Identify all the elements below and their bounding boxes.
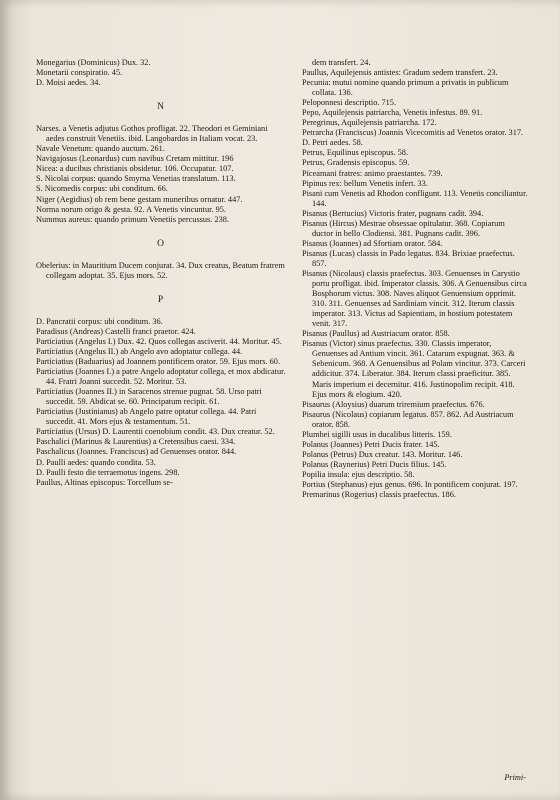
section-letter: O [157, 238, 165, 249]
index-entry: D. Moisi aedes. 34. [36, 78, 101, 88]
index-entry: Nicea: a ducibus christianis obsidetur. 106. Occupatur. 107. [36, 164, 234, 174]
index-entry: Navigajosus (Leonardus) cum navibus Cretam mittitur. 196 [36, 154, 234, 164]
index-entry: Narses. a Venetis adjutus Gothos profligat. 22. Theodori et Geminiani aedes construit Venetiis. ibid. Langobardos in Italiam vocat. 23. [36, 124, 268, 144]
index-entry: Pisani cum Venetis ad Rhodon confligunt. 113. Venetis conciliantur. 144. [302, 188, 528, 208]
index-entry: Peregrinus, Aquilejensis patriarcha. 172. [302, 118, 437, 128]
index-entry: Pisaurus (Aloysius) duarum triremium praefectus. 676. [302, 399, 485, 409]
index-entry: Polanus (Joannes) Petri Ducis frater. 145. [302, 439, 440, 449]
index-entry: Pisanus (Hircus) Mestrae obsessae opitulatur. 368. Copiarum ductor in bello Clodiensi. 381. Pugnans cadit. 396. [302, 218, 505, 238]
index-entry: Pisanus (Paullus) ad Austriacum orator. 858. [302, 329, 450, 339]
index-entry: Particiatius (Baduarius) ad Joannem pontificem orator. 59. Ejus mors. 60. [36, 357, 281, 367]
index-entry: Pisaurus (Nicolaus) copiarum legatus. 857. 862. Ad Austriacum orator. 858. [302, 409, 514, 429]
index-entry: Particiatius (Joannes II.) in Saracenos strenue pugnat. 58. Urso patri succedit. 59. Abdicat se. 60. Principatum recipit. 61. [36, 387, 262, 407]
index-entry: Plumbei sigilli usus in ducalibus litteris. 159. [302, 429, 452, 439]
catchword: Primi- [504, 773, 526, 782]
index-entry: Peloponnesi descriptio. 715. [302, 98, 397, 108]
index-entry: Norma norum origo & gesta. 92. A Venetis vincuntur. 95. [36, 204, 226, 214]
index-entry: Petrarcha (Franciscus) Joannis Vicecomitis ad Venetos orator. 317. [302, 128, 524, 138]
index-entry: Particiatius (Angelus II.) ab Angelo avo adoptatur collega. 44. [36, 346, 243, 356]
index-entry: Pisanus (Victor) sinus praefectus. 330. Classis imperator, Genuenses ad Antium vincit. 361. Catarum expugnat. 363. & Sebenicum. 368. A Genuensibus ad Polam vincitur. 373. Carceri addicitur. 374. Liberatur. 384. Iterum classi praeficitur. 385. Maris imperium ei decernitur. 416. Justinopolim recipit. 418. Ejus mors & elogium. 420. [302, 339, 526, 399]
index-entry: dem transfert. 24. [312, 58, 371, 67]
section-letter: P [157, 294, 165, 305]
index-entry: Portius (Stephanus) ejus genus. 696. In pontificem conjurat. 197. [302, 479, 518, 489]
index-entry: Pisanus (Bertucius) Victoris frater, pugnans cadit. 394. [302, 208, 484, 218]
index-entry: Pepo, Aquilejensis patriarcha, Venetis infestus. 89. 91. [302, 108, 483, 118]
index-entry: Particiatius (Justinianus) ab Angelo patre optatur collega. 44. Patri succedit. 41. Mors ejus & testamentum. 51. [36, 407, 257, 427]
index-entry: D. Paulli festo die terraemotus ingens. 298. [36, 467, 180, 477]
left-index-column [36, 58, 286, 488]
index-entry: Pipinus rex: bellum Venetis infert. 33. [302, 178, 428, 188]
index-entry: Pisanus (Nicolaus) classis praefectus. 303. Genuenses in Carystio portu profligat. ibid. Imperator classis. 306. A Genuensibus circa Bosphorum victus. 308. Naves aliquot Genuensium opprimit. 310. 311. Genuenses ad Sardiniam vincit. 312. Iterum classis imperator. 313. Victus ad Sapientiam, in hostium potestatem venit. 317. [302, 268, 527, 329]
index-entry: Paullus, Altinas episcopus: Torcellum se- [36, 477, 173, 487]
index-entry: Pisanus (Joannes) ad Sfortiam orator. 584. [302, 238, 443, 248]
index-entry: Particiatius (Angelus I.) Dux. 42. Quos collegas asciverit. 44. Moritur. 45. [36, 336, 282, 346]
index-entry: D. Paulli aedes: quando condita. 53. [36, 457, 156, 467]
index-entry: Pecunia: mutui nomine quando primum a privatis in publicum collata. 136. [302, 78, 509, 98]
right-index-column [302, 58, 528, 500]
index-entry: Paullus, Aquilejensis antistes: Gradum sedem transfert. 23. [302, 68, 498, 78]
index-entry: Paschalici (Marinus & Laurentius) a Cretensibus caesi. 334. [36, 437, 236, 447]
index-entry: Navale Venetum: quando auctum. 261. [36, 144, 165, 154]
index-entry: Petrus, Gradensis episcopus. 59. [302, 158, 410, 168]
index-entry: Premarinus (Rogerius) classis praefectus. 186. [302, 490, 456, 500]
index-entry: Particiatius (Ursus) D. Laurentii coenobium condit. 43. Dux creatur. 52. [36, 427, 275, 437]
index-entry: Monegarius (Dominicus) Dux. 32. [36, 58, 151, 67]
index-entry: Polanus (Raynerius) Petri Ducis filius. 145. [302, 459, 447, 469]
index-entry: Piceamani fratres: animo praestantes. 739. [302, 168, 443, 178]
index-entry: Niger (Aegidius) ob rem bene gestam muneribus ornatur. 447. [36, 194, 243, 204]
index-entry: S. Nicolai corpus: quando Smyrna Venetias translatum. 113. [36, 174, 236, 184]
index-entry: Paradisus (Andreas) Castelli franci praetor. 424. [36, 326, 196, 336]
index-entry: Monetarii conspiratio. 45. [36, 68, 123, 78]
index-entry: Paschalicus (Joannes. Franciscus) ad Genuenses orator. 844. [36, 447, 237, 457]
index-entry: D. Petri aedes. 58. [302, 138, 363, 148]
index-entry: S. Nicomedis corpus: ubi conditum. 66. [36, 184, 168, 194]
index-entry: Pisanus (Lucas) classis in Pado legatus. 834. Brixiae praefectus. 857. [302, 248, 515, 268]
index-entry: Obelerius: in Mauritium Ducem conjurat. 34. Dux creatus, Beatum fratrem collegam adoptat. 35. Ejus mors. 52. [36, 260, 285, 280]
index-entry: Nummus aureus: quando primum Venetiis percussus. 238. [36, 214, 229, 224]
index-entry: Popilia insula: ejus descriptio. 58. [302, 469, 415, 479]
index-entry: Petrus, Equilinus episcopus. 58. [302, 148, 409, 158]
index-entry: Particiatius (Joannes I.) a patre Angelo adoptatur collega, et mox abdicatur. 44. Fratri Joanni succedit. 52. Moritur. 53. [36, 367, 286, 387]
index-entry: Polanus (Petrus) Dux creatur. 143. Moritur. 146. [302, 449, 463, 459]
section-letter: N [157, 102, 165, 113]
index-entry: D. Pancratii corpus: ubi conditum. 36. [36, 316, 163, 326]
